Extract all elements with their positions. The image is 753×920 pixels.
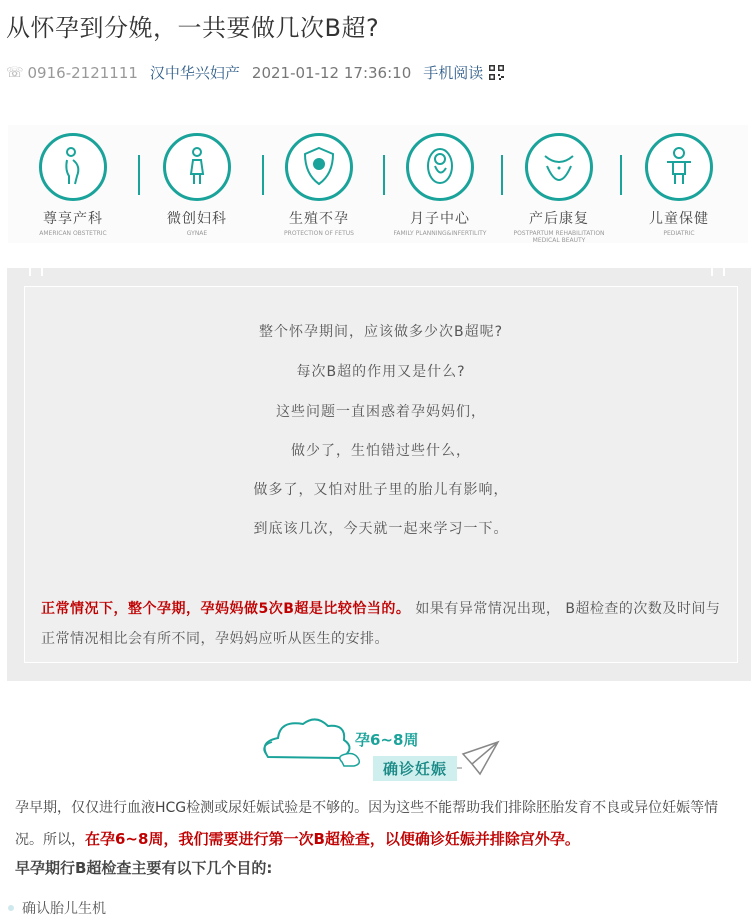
pregnant-woman-icon bbox=[55, 146, 91, 186]
list-item bbox=[8, 898, 106, 918]
phone-number: 0916-2121111 bbox=[27, 63, 138, 82]
fetus-icon bbox=[422, 146, 458, 186]
org-link[interactable]: 汉中华兴妇产 bbox=[149, 64, 240, 82]
fetus-shield-icon bbox=[301, 146, 337, 186]
service-label: 微创妇科 bbox=[167, 211, 227, 227]
paragraph-text: 孕早期，仅仅进行血液HCG检测或尿妊娠试验是不够的。因为这些不能帮助我们排除胚胎发育不良或异位妊娠等情况。所以， bbox=[15, 800, 719, 848]
section-header bbox=[258, 712, 503, 787]
divider bbox=[138, 155, 140, 195]
mobile-read-link[interactable]: 手机阅读 bbox=[423, 64, 484, 82]
service-gynae[interactable] bbox=[142, 133, 252, 237]
service-label: 产后康复 bbox=[529, 211, 589, 227]
intro-line: 到底该几次，今天就一起来学习一下。 bbox=[253, 521, 509, 537]
section-label: 确诊妊娠 bbox=[373, 756, 457, 781]
service-obstetric[interactable] bbox=[18, 133, 128, 237]
divider bbox=[501, 155, 503, 195]
service-label: 尊享产科 bbox=[43, 211, 103, 227]
service-label: 月子中心 bbox=[410, 211, 470, 227]
body-paragraph bbox=[15, 793, 745, 856]
purpose-heading: 早孕期行B超检查主要有以下几个目的: bbox=[15, 859, 273, 877]
intro-summary bbox=[41, 594, 731, 654]
service-en-label: FAMILY PLANNING&INFERTILITY bbox=[393, 230, 487, 237]
list-item-text: 确认胎儿生机 bbox=[22, 901, 106, 917]
service-label: 儿童保健 bbox=[649, 211, 709, 227]
service-en-label: PROTECTION OF FETUS bbox=[284, 230, 354, 237]
service-en-label: POSTPARTUM REHABILITATION MEDICAL BEAUTY bbox=[513, 230, 605, 244]
service-pediatric[interactable] bbox=[624, 133, 734, 237]
intro-box bbox=[24, 286, 738, 663]
intro-line: 整个怀孕期间，应该做多少次B超呢? bbox=[258, 324, 504, 340]
article-title: 从怀孕到分娩，一共要做几次B超? bbox=[6, 14, 380, 42]
paragraph-highlight: 在孕6~8周，我们需要进行第一次B超检查，以便确诊妊娠并排除宫外孕。 bbox=[85, 830, 580, 848]
service-label: 生殖不孕 bbox=[289, 211, 349, 227]
service-en-label: GYNAE bbox=[186, 230, 208, 237]
intro-line: 做多了，又怕对肚子里的胎儿有影响， bbox=[253, 482, 509, 498]
intro-line: 这些问题一直困惑着孕妈妈们， bbox=[276, 404, 486, 420]
article-meta bbox=[6, 62, 504, 83]
summary-text: 如果有异常情况出现， B超检查的次数及时间与正常情况相比会有所不同，孕妈妈应听从医生的安排。 bbox=[41, 601, 721, 647]
service-en-label: PEDIATRIC bbox=[663, 230, 695, 237]
service-reproductive[interactable] bbox=[264, 133, 374, 237]
intro-section bbox=[7, 268, 751, 681]
phone-icon: ☏ bbox=[6, 64, 24, 81]
child-icon bbox=[661, 146, 697, 186]
intro-line: 做少了，生怕错过些什么， bbox=[291, 443, 471, 459]
intro-line: 每次B超的作用又是什么? bbox=[296, 364, 466, 380]
qr-code-icon[interactable] bbox=[489, 65, 504, 80]
section-week: 孕6~8周 bbox=[355, 731, 419, 749]
bullet-dot-icon bbox=[8, 905, 14, 911]
service-postpartum[interactable] bbox=[504, 133, 614, 244]
decorative-hook bbox=[711, 256, 725, 276]
summary-highlight: 正常情况下，整个孕期，孕妈妈做5次B超是比较恰当的。 bbox=[41, 601, 411, 617]
publish-datetime: 2021-01-12 17:36:10 bbox=[251, 63, 412, 82]
woman-icon bbox=[179, 146, 215, 186]
service-en-label: AMERICAN OBSTETRIC bbox=[39, 230, 107, 237]
services-banner bbox=[8, 125, 748, 243]
divider bbox=[620, 155, 622, 195]
decorative-hook bbox=[29, 256, 43, 276]
service-postnatal-center[interactable] bbox=[385, 133, 495, 237]
waist-icon bbox=[541, 146, 577, 186]
